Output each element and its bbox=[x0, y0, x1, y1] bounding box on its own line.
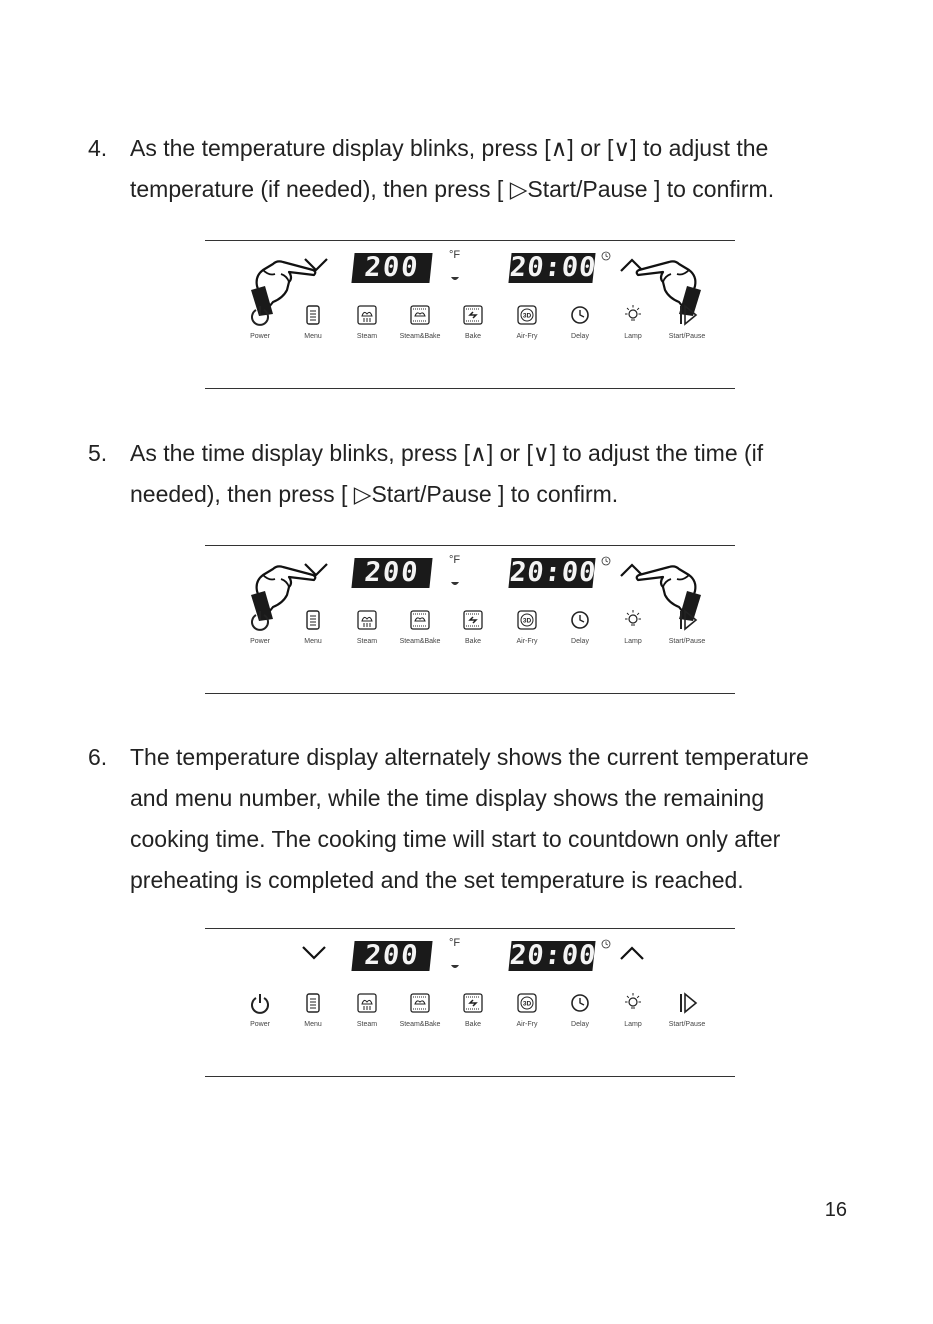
delay-button[interactable] bbox=[555, 992, 605, 1028]
menu-icon bbox=[288, 304, 338, 326]
button-label: Menu bbox=[304, 1021, 322, 1028]
start-pause-button[interactable] bbox=[662, 992, 712, 1028]
steam-bake-button[interactable] bbox=[395, 609, 445, 645]
button-label: Delay bbox=[571, 333, 589, 340]
svg-text:3D: 3D bbox=[522, 617, 532, 625]
step-number: 6. bbox=[88, 744, 108, 770]
power-button[interactable] bbox=[235, 992, 285, 1028]
button-label: Menu bbox=[304, 333, 322, 340]
steam-button[interactable] bbox=[342, 304, 392, 340]
control-panel-step-4 bbox=[205, 240, 735, 390]
button-label: Lamp bbox=[624, 638, 642, 645]
time-display: 20:00 bbox=[508, 940, 598, 971]
bake-icon bbox=[448, 304, 498, 326]
button-label: Bake bbox=[465, 333, 481, 340]
button-label: Steam&Bake bbox=[399, 638, 441, 645]
menu-button[interactable] bbox=[288, 304, 338, 340]
step-number: 5. bbox=[88, 440, 108, 466]
chevron-up-icon[interactable] bbox=[619, 945, 645, 961]
air-fry-button[interactable] bbox=[502, 609, 552, 645]
temperature-unit: °F bbox=[449, 554, 461, 566]
delay-icon bbox=[555, 992, 605, 1014]
step-text-line: temperature (if needed), then press [ ▷Start/Pause ] to confirm. bbox=[130, 176, 775, 202]
button-label: Start/Pause bbox=[668, 1021, 706, 1028]
step-text-line: preheating is completed and the set temperature is reached. bbox=[130, 867, 744, 893]
power-icon bbox=[235, 609, 285, 631]
delay-icon bbox=[555, 609, 605, 631]
time-display: 20:00 bbox=[508, 252, 598, 283]
power-icon bbox=[235, 304, 285, 326]
bake-button[interactable] bbox=[448, 609, 498, 645]
menu-button[interactable] bbox=[288, 609, 338, 645]
step-5 bbox=[88, 433, 858, 515]
button-label: Start/Pause bbox=[668, 333, 706, 340]
steam-button[interactable] bbox=[342, 992, 392, 1028]
delay-icon bbox=[555, 304, 605, 326]
control-panel-step-6 bbox=[205, 928, 735, 1078]
button-label: Power bbox=[250, 1021, 270, 1028]
button-label: Air-Fry bbox=[516, 1021, 538, 1028]
start-pause-icon bbox=[662, 304, 712, 326]
steam-bake-icon bbox=[395, 304, 445, 326]
button-label: Steam bbox=[356, 1021, 378, 1028]
start-pause-icon bbox=[662, 992, 712, 1014]
divider-bottom bbox=[205, 1076, 735, 1077]
delay-button[interactable] bbox=[555, 609, 605, 645]
button-label: Power bbox=[250, 333, 270, 340]
power-button[interactable] bbox=[235, 304, 285, 340]
bake-button[interactable] bbox=[448, 304, 498, 340]
start-pause-icon bbox=[662, 609, 712, 631]
lamp-button[interactable] bbox=[608, 992, 658, 1028]
button-label: Steam&Bake bbox=[399, 333, 441, 340]
temperature-display: 200 bbox=[351, 253, 432, 283]
timer-indicator-icon bbox=[601, 556, 611, 566]
temperature-display: 200 bbox=[351, 558, 432, 588]
steam-bake-icon bbox=[395, 992, 445, 1014]
power-button[interactable] bbox=[235, 609, 285, 645]
divider-top bbox=[205, 545, 735, 546]
step-4 bbox=[88, 128, 858, 210]
timer-indicator-icon bbox=[601, 251, 611, 261]
preheat-icon bbox=[450, 964, 460, 970]
steam-bake-button[interactable] bbox=[395, 992, 445, 1028]
temperature-unit: °F bbox=[449, 937, 461, 949]
start-pause-button[interactable] bbox=[662, 609, 712, 645]
air-fry-button[interactable] bbox=[502, 304, 552, 340]
step-text-line: cooking time. The cooking time will start to countdown only after bbox=[130, 826, 781, 852]
divider-bottom bbox=[205, 388, 735, 389]
button-label: Air-Fry bbox=[516, 638, 538, 645]
button-label: Steam bbox=[356, 333, 378, 340]
steam-icon bbox=[342, 609, 392, 631]
step-text-line: needed), then press [ ▷Start/Pause ] to confirm. bbox=[130, 481, 619, 507]
step-text-line: The temperature display alternately shows the current temperature bbox=[130, 744, 809, 770]
button-label: Start/Pause bbox=[668, 638, 706, 645]
steam-button[interactable] bbox=[342, 609, 392, 645]
divider-top bbox=[205, 240, 735, 241]
timer-indicator-icon bbox=[601, 939, 611, 949]
button-label: Lamp bbox=[624, 1021, 642, 1028]
air-fry-button[interactable] bbox=[502, 992, 552, 1028]
svg-text:3D: 3D bbox=[522, 312, 532, 320]
button-label: Bake bbox=[465, 638, 481, 645]
lamp-icon bbox=[608, 304, 658, 326]
button-label: Steam&Bake bbox=[399, 1021, 441, 1028]
power-icon bbox=[235, 992, 285, 1014]
bake-icon bbox=[448, 992, 498, 1014]
start-pause-button[interactable] bbox=[662, 304, 712, 340]
temperature-display: 200 bbox=[351, 941, 432, 971]
menu-button[interactable] bbox=[288, 992, 338, 1028]
step-6 bbox=[88, 737, 858, 901]
divider-bottom bbox=[205, 693, 735, 694]
menu-icon bbox=[288, 992, 338, 1014]
control-panel-step-5 bbox=[205, 545, 735, 695]
steam-bake-button[interactable] bbox=[395, 304, 445, 340]
button-label: Air-Fry bbox=[516, 333, 538, 340]
bake-icon bbox=[448, 609, 498, 631]
step-text-line: As the time display blinks, press [∧] or [∨] to adjust the time (if bbox=[130, 440, 764, 466]
step-text-line: As the temperature display blinks, press [∧] or [∨] to adjust the bbox=[130, 135, 769, 161]
delay-button[interactable] bbox=[555, 304, 605, 340]
button-label: Delay bbox=[571, 638, 589, 645]
temperature-unit: °F bbox=[449, 249, 461, 261]
step-text-line: and menu number, while the time display shows the remaining bbox=[130, 785, 765, 811]
chevron-down-icon[interactable] bbox=[301, 945, 327, 961]
button-label: Steam bbox=[356, 638, 378, 645]
svg-text:3D: 3D bbox=[522, 1000, 532, 1008]
air-fry-icon bbox=[502, 304, 552, 326]
divider-top bbox=[205, 928, 735, 929]
air-fry-icon bbox=[502, 609, 552, 631]
bake-button[interactable] bbox=[448, 992, 498, 1028]
time-display: 20:00 bbox=[508, 557, 598, 588]
button-label: Menu bbox=[304, 638, 322, 645]
lamp-button[interactable] bbox=[608, 304, 658, 340]
step-number: 4. bbox=[88, 135, 108, 161]
button-label: Power bbox=[250, 638, 270, 645]
steam-icon bbox=[342, 304, 392, 326]
button-label: Bake bbox=[465, 1021, 481, 1028]
menu-icon bbox=[288, 609, 338, 631]
air-fry-icon bbox=[502, 992, 552, 1014]
page-number: 16 bbox=[824, 1199, 847, 1221]
lamp-button[interactable] bbox=[608, 609, 658, 645]
lamp-icon bbox=[608, 992, 658, 1014]
button-label: Lamp bbox=[624, 333, 642, 340]
steam-icon bbox=[342, 992, 392, 1014]
lamp-icon bbox=[608, 609, 658, 631]
preheat-icon bbox=[450, 581, 460, 587]
preheat-icon bbox=[450, 276, 460, 282]
steam-bake-icon bbox=[395, 609, 445, 631]
button-label: Delay bbox=[571, 1021, 589, 1028]
